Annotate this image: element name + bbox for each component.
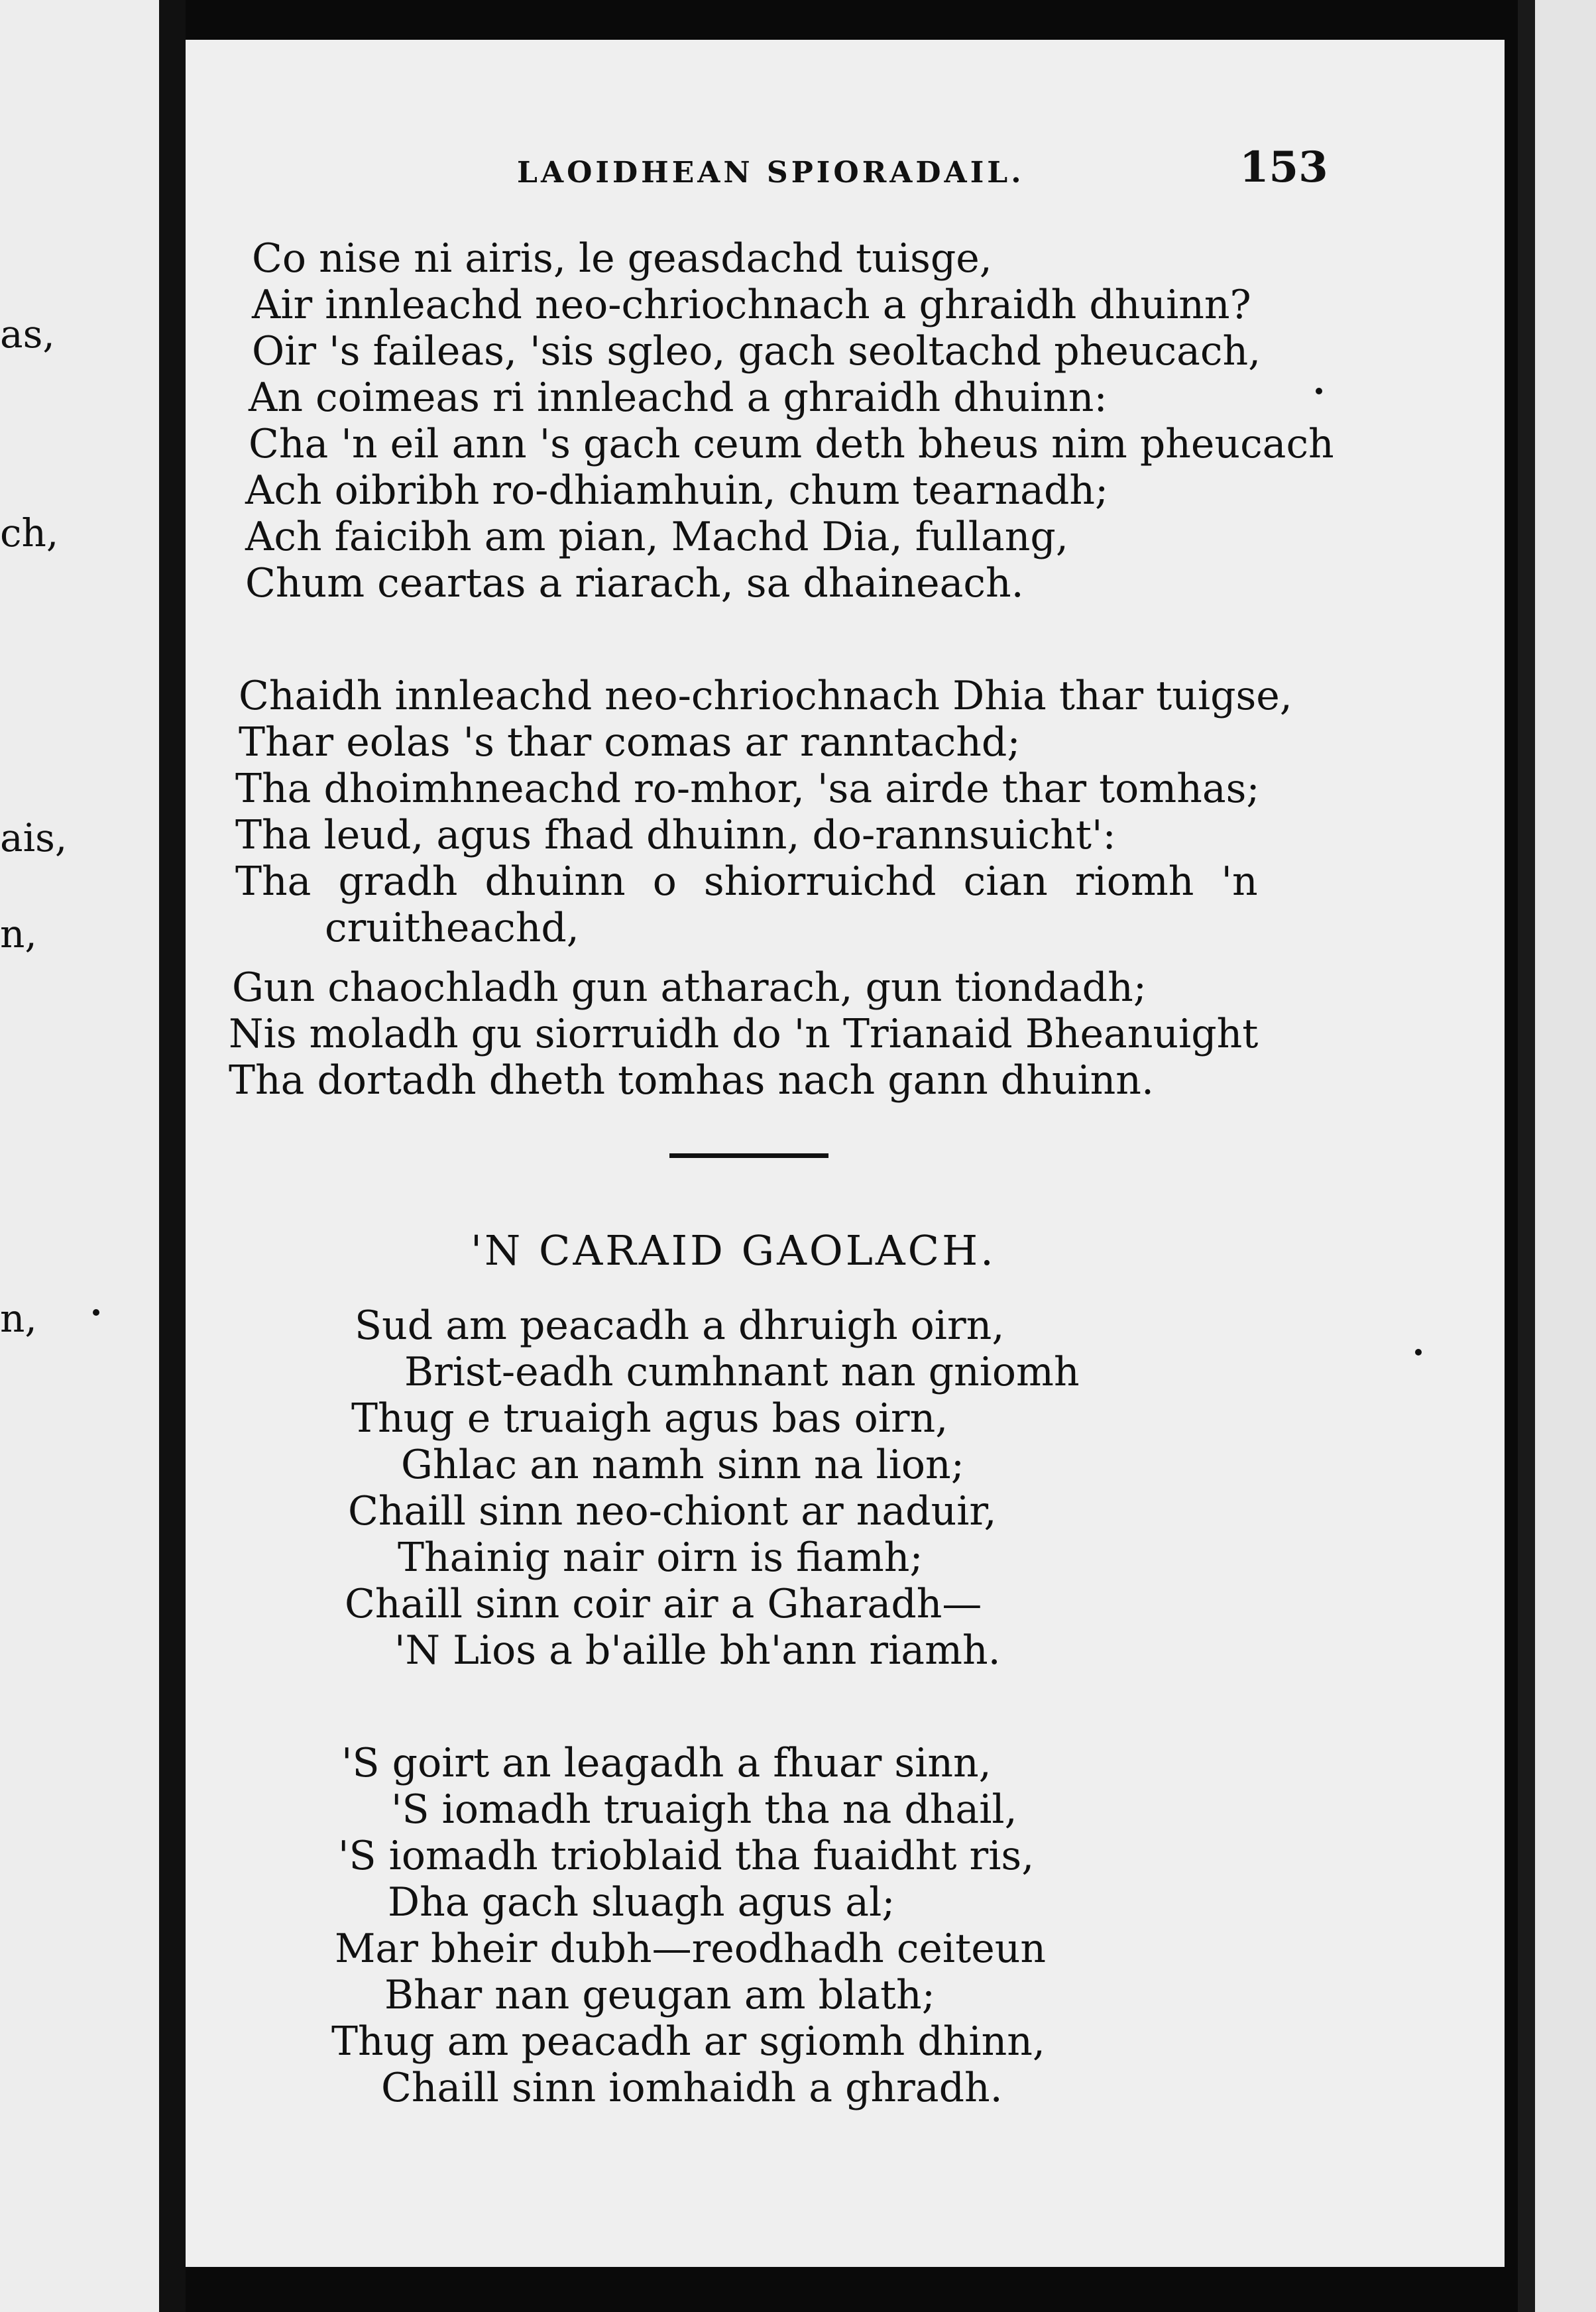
- left-page-fragment: n,: [0, 911, 37, 956]
- poem-line-indented: Dha gach sluagh agus al;: [388, 1879, 895, 1926]
- poem-line-indented: 'S iomadh truaigh tha na dhail,: [391, 1786, 1017, 1833]
- verse-line: Air innleachd neo-chriochnach a ghraidh dhuinn?: [252, 282, 1251, 328]
- verse-line: Thar eolas 's thar comas ar ranntachd;: [239, 719, 1021, 766]
- poem-line: Mar bheir dubh—reodhadh ceiteun: [335, 1926, 1047, 1972]
- right-page-edge: [1518, 0, 1596, 2312]
- verse-line: Ach oibribh ro-dhiamhuin, chum tearnadh;: [245, 467, 1109, 514]
- left-page-fragment: as,: [0, 312, 55, 357]
- section-divider: [669, 1153, 828, 1158]
- verse-line: Ach faicibh am pian, Machd Dia, fullang,: [245, 514, 1068, 560]
- verse-line: Oir 's faileas, 'sis sgleo, gach seoltachd pheucach,: [252, 328, 1261, 375]
- poem-line: Sud am peacadh a dhruigh oirn,: [355, 1302, 1005, 1349]
- poem-line: Chaill sinn coir air a Gharadh—: [345, 1581, 982, 1627]
- verse-line-continuation: cruitheachd,: [325, 905, 579, 951]
- poem-line: 'S iomadh trioblaid tha fuaidht ris,: [338, 1833, 1035, 1879]
- left-page-fragment: n,: [0, 1296, 37, 1341]
- verse-line: Chum ceartas a riarach, sa dhaineach.: [245, 560, 1024, 607]
- page-edge-shadow: [1518, 0, 1535, 2312]
- verse-line: Tha dortadh dheth tomhas nach gann dhuinn.: [229, 1057, 1155, 1104]
- poem-line-indented: Thainig nair oirn is fiamh;: [398, 1534, 923, 1581]
- verse-line: Gun chaochladh gun atharach, gun tiondadh;: [232, 964, 1147, 1011]
- ink-speck: [1316, 388, 1322, 394]
- verse-line: Tha leud, agus fhad dhuinn, do-rannsuicht':: [235, 812, 1116, 858]
- poem-line: Thug am peacadh ar sgiomh dhinn,: [331, 2018, 1045, 2065]
- verse-line: Nis moladh gu siorruidh do 'n Trianaid Bheanuight: [229, 1011, 1259, 1057]
- book-gutter: [159, 0, 186, 2312]
- verse-line: Cha 'n eil ann 's gach ceum deth bheus nim pheucach: [249, 421, 1334, 467]
- verse-line: An coimeas ri innleachd a ghraidh dhuinn:: [249, 375, 1108, 421]
- poem-line-indented: 'N Lios a b'aille bh'ann riamh.: [394, 1627, 1001, 1674]
- poem-line-indented: Chaill sinn iomhaidh a ghradh.: [381, 2065, 1003, 2111]
- poem-line: Thug e truaigh agus bas oirn,: [351, 1395, 948, 1442]
- poem-line: Chaill sinn neo-chiont ar naduir,: [348, 1488, 997, 1534]
- poem-line-indented: Bhar nan geugan am blath;: [384, 1972, 935, 2018]
- left-page-edge: [0, 0, 159, 2312]
- poem-line-indented: Brist-eadh cumhnant nan gniomh: [404, 1349, 1080, 1395]
- verse-line: Tha dhoimhneachd ro-mhor, 'sa airde thar tomhas;: [235, 766, 1260, 812]
- verse-line: Co nise ni airis, le geasdachd tuisge,: [252, 235, 992, 282]
- left-page-fragment: ch,: [0, 510, 59, 555]
- book-page: [186, 40, 1505, 2267]
- left-page-fragment: ais,: [0, 815, 68, 860]
- poem-line-indented: Ghlac an namh sinn na lion;: [401, 1442, 964, 1488]
- running-title: LAOIDHEAN SPIORADAIL.: [517, 156, 1025, 190]
- poem-line: 'S goirt an leagadh a fhuar sinn,: [341, 1740, 992, 1786]
- ink-speck: [93, 1309, 99, 1316]
- ink-speck: [1415, 1349, 1422, 1356]
- verse-line: Tha gradh dhuinn o shiorruichd cian riomh 'n: [235, 858, 1258, 905]
- verse-line: Chaidh innleachd neo-chriochnach Dhia thar tuigse,: [239, 673, 1292, 719]
- poem-title: 'N CARAID GAOLACH.: [471, 1226, 996, 1275]
- page-number: 153: [1239, 143, 1328, 192]
